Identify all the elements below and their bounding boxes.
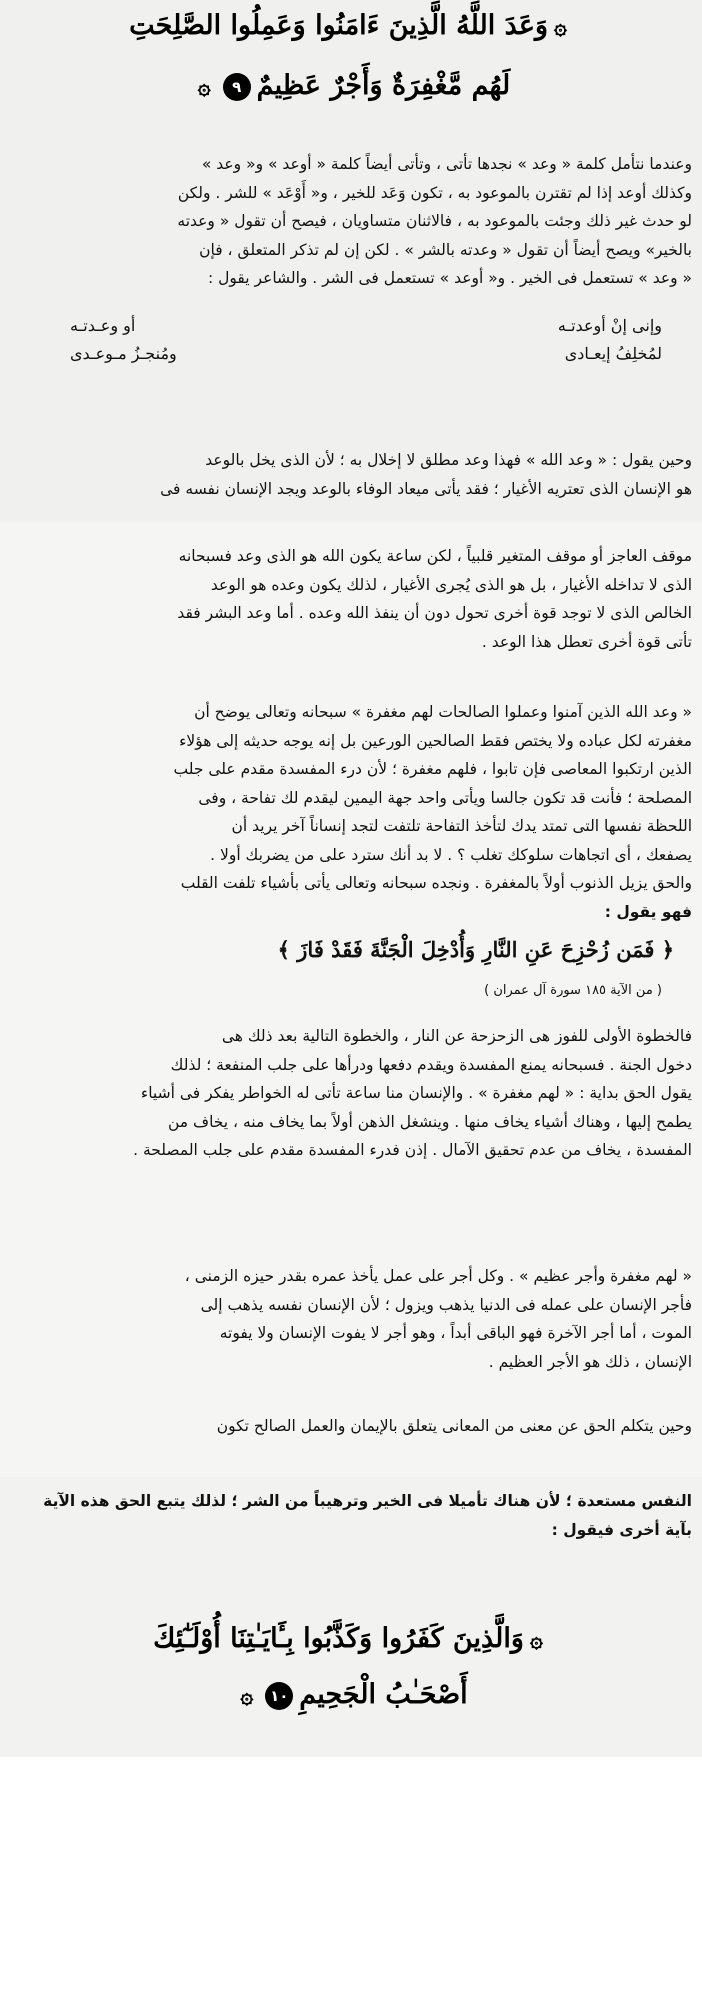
verse-bottom-text-1: وَالَّذِينَ كَفَرُوا وَكَذَّبُوا بِـَٔايَـٰتِنَا أُوْلَـٰٓئِكَ	[153, 1623, 524, 1654]
text-line: يطمح إليها ، وهناك أشياء يخاف منها . وينشغل الذهن أولاً بما يخاف منه ، يخاف من	[167, 1112, 692, 1131]
page-section-bottom	[0, 1477, 702, 1757]
ornament-icon: ۞	[529, 1626, 543, 1653]
text-line: بالخير» ويصح أيضاً أن تقول « وعدته بالشر » . لكن إن لم تذكر المتعلق ، فإن	[199, 240, 692, 259]
poem-hemistich: أو وعـدتـه	[70, 316, 136, 335]
text-line: اللحظة نفسها التى تمتد يدك لتأخذ التفاحة تلتفت لتجد إنساناً آخر يريد أن	[231, 817, 692, 835]
poem-line-2	[70, 340, 662, 368]
ayah-number-badge: ١٠	[265, 1682, 293, 1710]
text-line: فالخطوة الأولى للفوز هى الزحزحة عن النار ، والخطوة التالية بعد ذلك هى	[221, 1027, 692, 1045]
text-line: الخالص الذى لا توجد قوة أخرى تحول دون أن ينفذ الله وعده . أما وعد البشر فقد	[177, 604, 692, 622]
text-line: وكذلك أوعد إذا لم تقترن بالموعود به ، تكون وَعَد للخير ، و« أَوْعَد » للشر . ولكن	[177, 183, 692, 202]
paragraph-1	[0, 150, 702, 293]
verse-top-line1	[0, 6, 702, 47]
text-line: دخول الجنة . فسبحانه يمنع المفسدة ويقدم دفعها ودرأها على جلب المنفعة ؛ لذلك	[170, 1055, 692, 1074]
paragraph-7	[0, 1412, 702, 1441]
text-line: موقف العاجز أو موقف المتغير قلبياً ، لكن ساعة يكون الله هو الذى وعد فسبحانه	[178, 547, 692, 565]
verse-top-text-1: وَعَدَ اللَّهُ الَّذِينَ ءَامَنُوا وَعَمِلُوا الصَّلِحَتِ	[129, 10, 548, 41]
blank-area	[0, 1757, 702, 2000]
text-line: المصلحة ؛ فأنت قد تكون جالسا ويأتى واحد جهة اليمين ليقدم لك تفاحة ، وفى	[198, 788, 692, 807]
ornament-icon: ۞	[553, 13, 567, 40]
text-line: الذين ارتكبوا المعاصى فإن تابوا ، فلهم مغفرة ؛ لأن درء المفسدة مقدم على جلب	[173, 760, 692, 778]
text-line: « وعد » تستعمل فى الخير . و« أوعد » تستعمل فى الشر . والشاعر يقول :	[208, 269, 692, 287]
text-line: لو حدث غير ذلك وجئت بالموعود به ، فالاثنان متساويان ، فيصح أن تقول « وعدته	[177, 212, 692, 230]
text-line: المفسدة ، يخاف من عدم تحقيق الآمال . إذن فدرء المفسدة مقدم على جلب المصلحة .	[133, 1141, 692, 1159]
text-line: مغفرته لكل عباده ولا يختص فقط الصالحين الورعين بل إنه يوجه حديثه إلى هؤلاء	[179, 731, 692, 750]
verse-top-line2	[0, 66, 702, 107]
text-line: الذى لا تداخله الأغيار ، بل هو الذى يُجرى الأغيار ، لذلك يكون وعده هو الوعد	[210, 575, 692, 594]
poem-hemistich: ومُنجـزُ مـوعـدى	[70, 344, 177, 363]
ayah-number-badge: ٩	[223, 73, 251, 101]
text-line: فهو يقول :	[604, 902, 692, 921]
text-line: النفس مستعدة ؛ لأن هناك تأميلا فى الخير وترهيباً من الشر ؛ لذلك يتبع الحق هذه الآية	[43, 1492, 692, 1510]
text-line: وحين يتكلم الحق عن معنى من المعانى يتعلق بالإيمان والعمل الصالح تكون	[216, 1417, 692, 1435]
paragraph-4	[0, 698, 702, 926]
text-line: الموت ، أما أجر الآخرة فهو الباقى أبداً ، وهو أجر لا يفوت الإنسان ولا يفوته	[219, 1324, 692, 1342]
verse-bottom-line2	[0, 1673, 702, 1718]
ornament-icon: ۞	[197, 73, 211, 100]
verse-inline: ﴿ فَمَن زُحْزِحَ عَنِ النَّارِ وَأُدْخِلَ الْجَنَّةَ فَقَدْ فَازَ ﴾	[277, 937, 674, 962]
verse-top-text-2: لَهُم مَّغْفِرَةٌ وَأَجْرٌ عَظِيمٌ	[256, 70, 511, 101]
poem-hemistich: لمُخلِفُ إيعـادى	[564, 344, 662, 363]
text-line: فأجر الإنسان على عمله فى الدنيا يذهب ويزول ؛ لأن الإنسان نفسه يذهب إلى	[200, 1295, 692, 1314]
text-line: هو الإنسان الذى تعتريه الأغيار ؛ فقد يأتى ميعاد الوفاء بالوعد ويجد الإنسان نفسه فى	[160, 479, 692, 498]
paragraph-6	[0, 1262, 702, 1376]
page-section-top	[0, 0, 702, 522]
paragraph-5	[0, 1022, 702, 1165]
text-line: « لهم مغفرة وأجر عظيم » . وكل أجر على عمل يأخذ عمره بقدر حيزه الزمنى ،	[184, 1267, 692, 1285]
text-line: يصفعك ، أى اتجاهات سلوكك تغلب ؟ . لا بد أنك سترد على من يضربك أولا .	[210, 845, 692, 864]
paragraph-2	[0, 446, 702, 503]
text-line: تأتى قوة أخرى تعطل هذا الوعد .	[481, 632, 692, 651]
text-line: الإنسان ، ذلك هو الأجر العظيم .	[488, 1352, 692, 1371]
verse-bottom-text-2: أَصْحَـٰبُ الْجَحِيمِ	[299, 1679, 468, 1710]
paragraph-3	[0, 542, 702, 656]
paragraph-8	[0, 1487, 702, 1544]
text-line: والحق يزيل الذنوب أولاً بالمغفرة . ونجده سبحانه وتعالى يأتى بأشياء تلفت القلب	[180, 874, 692, 892]
poem	[0, 312, 702, 368]
poem-line-1	[70, 312, 662, 340]
poem-hemistich: وإنى إنْ أوعدتـه	[557, 316, 662, 335]
text-line: بآية أخرى فيقول :	[551, 1520, 692, 1539]
text-line: « وعد الله الذين آمنوا وعملوا الصالحات لهم مغفرة » سبحانه وتعالى يوضح أن	[194, 703, 692, 721]
text-line: يقول الحق بداية : « لهم مغفرة » . والإنسان منا ساعة تأتى له الخواطر يفكر فى أشياء	[140, 1084, 692, 1102]
ornament-icon: ۞	[240, 1682, 254, 1709]
page-section-middle	[0, 522, 702, 1477]
verse-reference: ( من الآية ١٨٥ سورة آل عمران )	[484, 983, 662, 998]
text-line: وعندما نتأمل كلمة « وعد » نجدها تأتى ، وتأتى أيضاً كلمة « أوعد » و« وعد »	[201, 155, 692, 173]
verse-bottom-line1	[0, 1617, 702, 1662]
text-line: وحين يقول : « وعد الله » فهذا وعد مطلق لا إخلال به ؛ لأن الذى يخل بالوعد	[205, 451, 692, 469]
